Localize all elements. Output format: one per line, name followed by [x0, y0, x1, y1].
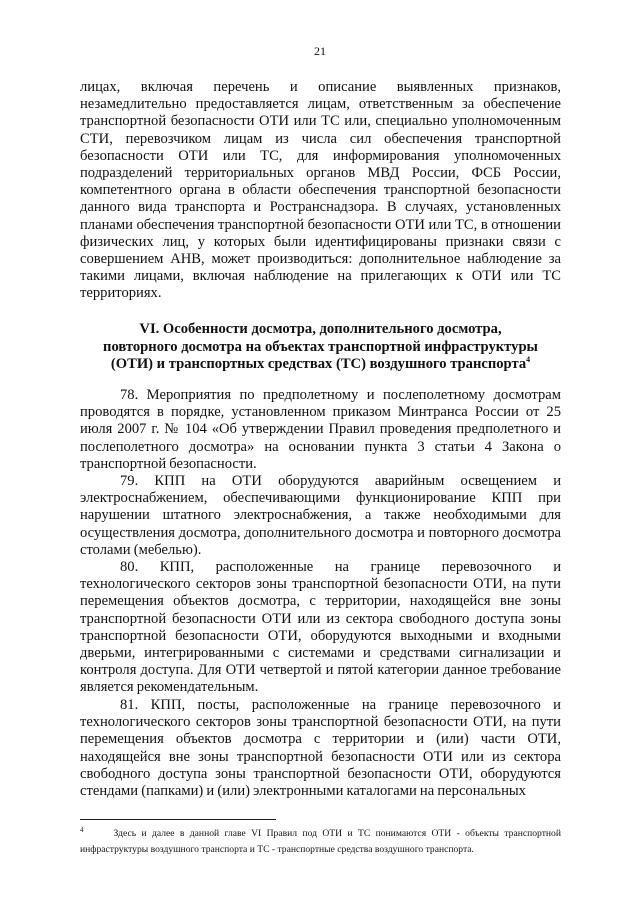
section-heading-line-1: VI. Особенности досмотра, дополнительного досмотра,	[139, 321, 502, 337]
footnote-divider	[80, 819, 276, 820]
footnote-text: Здесь и далее в данной главе VI Правил под ОТИ и ТС понимаются ОТИ - объекты транспортной инфраструктуры воздушного транспорта и ТС - транспортные средства воздушного транспорта.	[80, 828, 561, 855]
continuation-paragraph: лицах, включая перечень и описание выявленных признаков, незамедлительно предоставляется лицам, ответственным за обеспечение транспортной безопасности ОТИ или ТС или, специально уполномоченным СТИ, перевозчиком лицам из числа сил обеспечения транспортной безопасности ОТИ или ТС, для информирования уполномоченных подразделений территориальных органов МВД России, ФСБ России, компетентного органа в области обеспечения транспортной безопасности данного вида транспорта и Ространснадзора. В случаях, установленных планами обеспечения транспортной безопасности ОТИ или ТС, в отношении физических лиц, у которых были идентифицированы признаки связи с совершением АНВ, может производиться: дополнительное наблюдение за такими лицами, включая наблюдение на прилегающих к ОТИ или ТС территориях.	[80, 79, 561, 302]
paragraph-81: 81. КПП, посты, расположенные на границе перевозочного и технологического секторов зоны транспортной безопасности ОТИ, на пути перемещения объектов досмотра с территории и (или) части ОТИ, находящейся вне зоны транспортной безопасности ОТИ или из сектора свободного доступа зоны транспортной безопасности ОТИ, оборудуются стендами (папками) и (или) электронными каталогами на персональных	[80, 697, 561, 800]
page-number: 21	[314, 44, 326, 58]
paragraph-80: 80. КПП, расположенные на границе перевозочного и технологического секторов зоны транспортной безопасности ОТИ, на пути перемещения объектов досмотра, с территории, находящейся вне зоны транспортной безопасности ОТИ или из сектора свободного доступа зоны транспортной безопасности ОТИ, оборудуются выходными и входными дверьми, интегрированными с системами и средствами сигнализации и контроля доступа. Для ОТИ четвертой и пятой категории данное требование является рекомендательным.	[80, 559, 561, 696]
footnote-reference: 4	[526, 355, 531, 365]
footnote	[80, 826, 561, 857]
footnote-number: 4	[80, 826, 84, 834]
section-heading-line-2: повторного досмотра на объектах транспортной инфраструктуры	[103, 338, 538, 355]
section-heading-line-3	[80, 356, 561, 374]
section-heading	[80, 321, 561, 374]
paragraph-78: 78. Мероприятия по предполетному и послеполетному досмотрам проводятся в порядке, установленном приказом Минтранса России от 25 июля 2007 г. № 104 «Об утверждении Правил проведения предполетного и послеполетного досмотра» на основании пункта 3 статьи 4 Закона о транспортной безопасности.	[80, 387, 561, 472]
paragraph-79: 79. КПП на ОТИ оборудуются аварийным освещением и электроснабжением, обеспечивающими функционирование КПП при нарушении штатного электроснабжения, а также необходимыми для осуществления досмотра, дополнительного досмотра и повторного досмотра столами (мебелью).	[80, 473, 561, 558]
section-heading-line-3-text: (ОТИ) и транспортных средствах (ТС) воздушного транспорта	[110, 356, 527, 373]
